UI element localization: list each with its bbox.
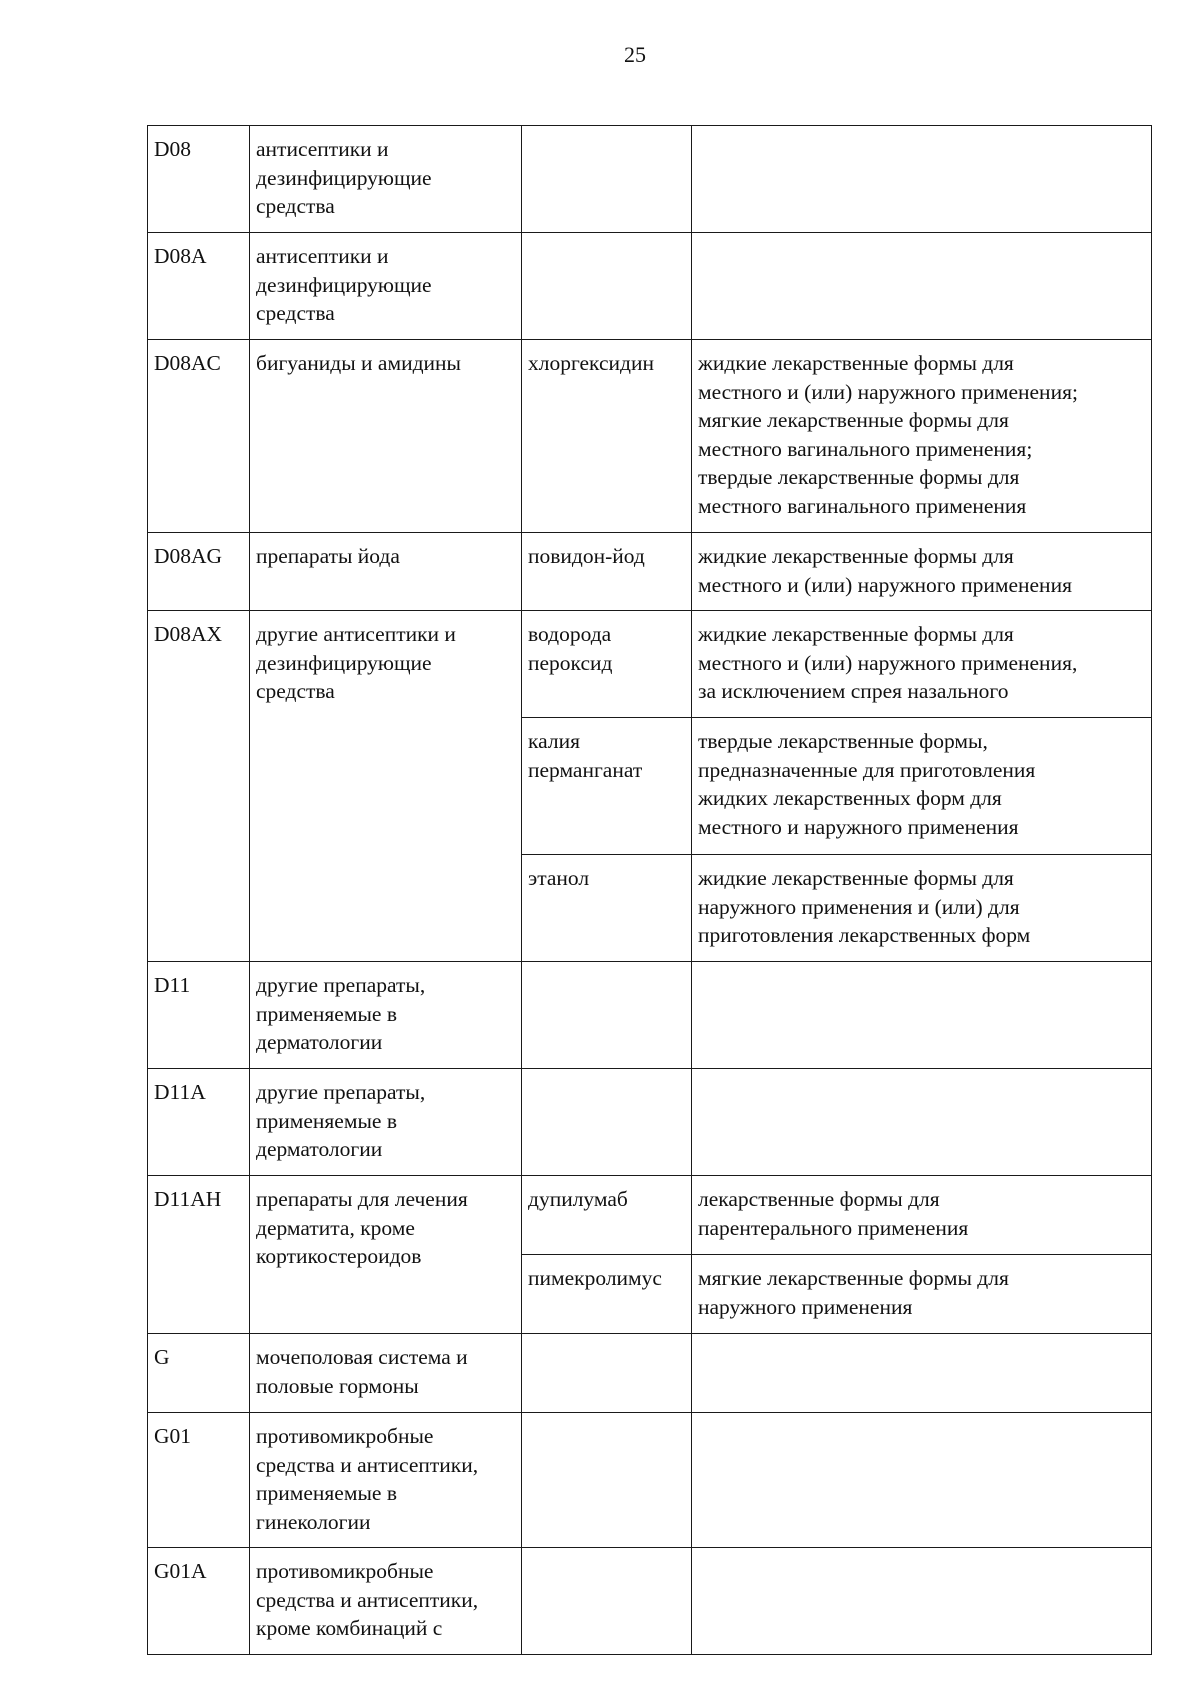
- drug-name-cell: хлоргексидин: [522, 340, 692, 533]
- drug-name-cell: [522, 962, 692, 1069]
- atc-code-cell: G01A: [148, 1548, 250, 1655]
- drug-name-cell: [522, 126, 692, 233]
- drug-name-cell: [522, 233, 692, 340]
- table-row: [148, 233, 1152, 340]
- drug-name-cell: [522, 1069, 692, 1176]
- drug-classification-table: [147, 125, 1152, 1655]
- table-row: [148, 340, 1152, 533]
- dosage-form-cell: твердые лекарственные формы, предназначенные для приготовления жидких лекарственных форм для местного и наружного применения: [692, 718, 1152, 855]
- drug-name-cell: [522, 1413, 692, 1548]
- atc-code-cell: D11AH: [148, 1176, 250, 1334]
- anatomical-group-cell: другие препараты, применяемые в дерматологии: [250, 962, 522, 1069]
- atc-code-cell: G01: [148, 1413, 250, 1548]
- dosage-form-cell: мягкие лекарственные формы для наружного применения: [692, 1255, 1152, 1334]
- table-row: [148, 611, 1152, 718]
- anatomical-group-cell: антисептики и дезинфицирующие средства: [250, 126, 522, 233]
- atc-code-cell: D08AX: [148, 611, 250, 962]
- dosage-form-cell: [692, 126, 1152, 233]
- drug-name-cell: пимекролимус: [522, 1255, 692, 1334]
- atc-code-cell: D08AG: [148, 533, 250, 611]
- anatomical-group-cell: противомикробные средства и антисептики, применяемые в гинекологии: [250, 1413, 522, 1548]
- table-row: [148, 1413, 1152, 1548]
- anatomical-group-cell: бигуаниды и амидины: [250, 340, 522, 533]
- dosage-form-cell: жидкие лекарственные формы для местного и (или) наружного применения; мягкие лекарственные формы для местного вагинального применения; твердые лекарственные формы для местного вагинального применения: [692, 340, 1152, 533]
- table-row: [148, 1176, 1152, 1255]
- atc-code-cell: D08: [148, 126, 250, 233]
- anatomical-group-cell: антисептики и дезинфицирующие средства: [250, 233, 522, 340]
- atc-code-cell: D11A: [148, 1069, 250, 1176]
- dosage-form-cell: [692, 962, 1152, 1069]
- dosage-form-cell: жидкие лекарственные формы для наружного применения и (или) для приготовления лекарственных форм: [692, 855, 1152, 962]
- anatomical-group-cell: другие препараты, применяемые в дерматологии: [250, 1069, 522, 1176]
- atc-code-cell: D08AC: [148, 340, 250, 533]
- drug-name-cell: калия перманганат: [522, 718, 692, 855]
- dosage-form-cell: [692, 1548, 1152, 1655]
- dosage-form-cell: жидкие лекарственные формы для местного и (или) наружного применения: [692, 533, 1152, 611]
- drug-name-cell: [522, 1548, 692, 1655]
- drug-name-cell: дупилумаб: [522, 1176, 692, 1255]
- drug-name-cell: водорода пероксид: [522, 611, 692, 718]
- table-row: [148, 1548, 1152, 1655]
- page-number: 25: [624, 42, 646, 67]
- anatomical-group-cell: препараты йода: [250, 533, 522, 611]
- atc-code-cell: D11: [148, 962, 250, 1069]
- atc-code-cell: G: [148, 1334, 250, 1413]
- anatomical-group-cell: мочеполовая система и половые гормоны: [250, 1334, 522, 1413]
- drug-name-cell: этанол: [522, 855, 692, 962]
- anatomical-group-cell: препараты для лечения дерматита, кроме кортикостероидов: [250, 1176, 522, 1334]
- anatomical-group-cell: другие антисептики и дезинфицирующие средства: [250, 611, 522, 962]
- anatomical-group-cell: противомикробные средства и антисептики, кроме комбинаций с: [250, 1548, 522, 1655]
- dosage-form-cell: [692, 233, 1152, 340]
- drug-name-cell: [522, 1334, 692, 1413]
- table-row: [148, 1069, 1152, 1176]
- dosage-form-cell: лекарственные формы для парентерального применения: [692, 1176, 1152, 1255]
- dosage-form-cell: [692, 1413, 1152, 1548]
- dosage-form-cell: [692, 1069, 1152, 1176]
- table-row: [148, 533, 1152, 611]
- atc-code-cell: D08A: [148, 233, 250, 340]
- table-row: [148, 962, 1152, 1069]
- dosage-form-cell: жидкие лекарственные формы для местного и (или) наружного применения, за исключением спрея назального: [692, 611, 1152, 718]
- drug-name-cell: повидон-йод: [522, 533, 692, 611]
- table-row: [148, 126, 1152, 233]
- dosage-form-cell: [692, 1334, 1152, 1413]
- table-row: [148, 1334, 1152, 1413]
